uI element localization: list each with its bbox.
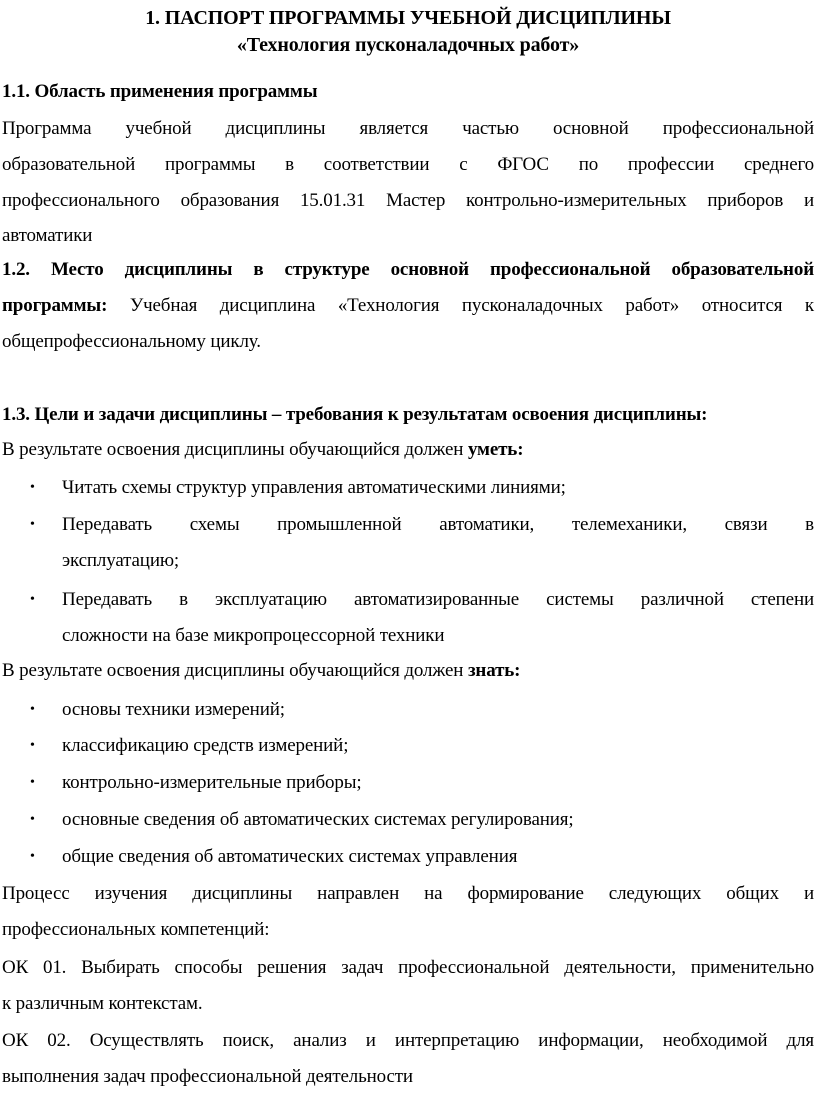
paragraph-line <box>2 294 814 318</box>
section-1-2-heading: 1.2. Место дисциплины в структуре основной профессиональной образовательной <box>2 259 814 280</box>
doc-title: 1. ПАСПОРТ ПРОГРАММЫ УЧЕБНОЙ ДИСЦИПЛИНЫ <box>145 7 671 29</box>
bullet-icon: • <box>30 702 35 717</box>
list-item: контрольно-измерительные приборы; <box>62 772 362 793</box>
bullet-icon: • <box>30 812 35 827</box>
bullet-icon: • <box>30 592 35 607</box>
text: Учебная дисциплина «Технология пусконаладочных работ» относится к <box>107 295 814 316</box>
text: В результате освоения дисциплины обучающийся должен <box>2 660 468 681</box>
paragraph-line <box>2 438 814 462</box>
bullet-icon: • <box>30 480 35 495</box>
text: В результате освоения дисциплины обучающийся должен <box>2 439 468 460</box>
text: знать: <box>467 660 521 681</box>
paragraph-line: автоматики <box>2 225 93 246</box>
paragraph-line: общепрофессиональному циклу. <box>2 331 261 352</box>
section-1-1-heading: 1.1. Область применения программы <box>2 81 318 102</box>
paragraph-line: Программа учебной дисциплины является частью основной профессиональной <box>2 118 814 139</box>
list-item: Передавать схемы промышленной автоматики, телемеханики, связи в <box>62 514 814 535</box>
competency-ok01: ОК 01. Выбирать способы решения задач профессиональной деятельности, применительно <box>2 957 814 978</box>
section-1-2-heading-end: программы: <box>2 295 108 316</box>
paragraph-line: выполнения задач профессиональной деятельности <box>2 1066 413 1087</box>
bullet-icon: • <box>30 849 35 864</box>
paragraph-line: профессионального образования 15.01.31 Мастер контрольно-измерительных приборов и <box>2 190 814 211</box>
list-item: классификацию средств измерений; <box>62 735 349 756</box>
list-item: эксплуатацию; <box>62 550 180 571</box>
section-1-3-heading: 1.3. Цели и задачи дисциплины – требования к результатам освоения дисциплины: <box>2 404 708 425</box>
list-item: Передавать в эксплуатацию автоматизированные системы различной степени <box>62 589 814 610</box>
paragraph-line: Процесс изучения дисциплины направлен на формирование следующих общих и <box>2 883 814 904</box>
paragraph-line: к различным контекстам. <box>2 993 203 1014</box>
paragraph-line: образовательной программы в соответствии с ФГОС по профессии среднего <box>2 154 814 175</box>
bullet-icon: • <box>30 517 35 532</box>
paragraph-line <box>2 659 814 683</box>
bullet-icon: • <box>30 775 35 790</box>
bullet-icon: • <box>30 738 35 753</box>
list-item: основы техники измерений; <box>62 699 285 720</box>
list-item: основные сведения об автоматических системах регулирования; <box>62 809 574 830</box>
list-item: сложности на базе микропроцессорной техники <box>62 625 445 646</box>
competency-ok02: ОК 02. Осуществлять поиск, анализ и интерпретацию информации, необходимой для <box>2 1030 814 1051</box>
paragraph-line: профессиональных компетенций: <box>2 919 270 940</box>
text: уметь: <box>467 439 524 460</box>
list-item: общие сведения об автоматических системах управления <box>62 846 518 867</box>
list-item: Читать схемы структур управления автоматическими линиями; <box>62 477 566 498</box>
doc-subtitle: «Технология пусконаладочных работ» <box>236 34 580 56</box>
